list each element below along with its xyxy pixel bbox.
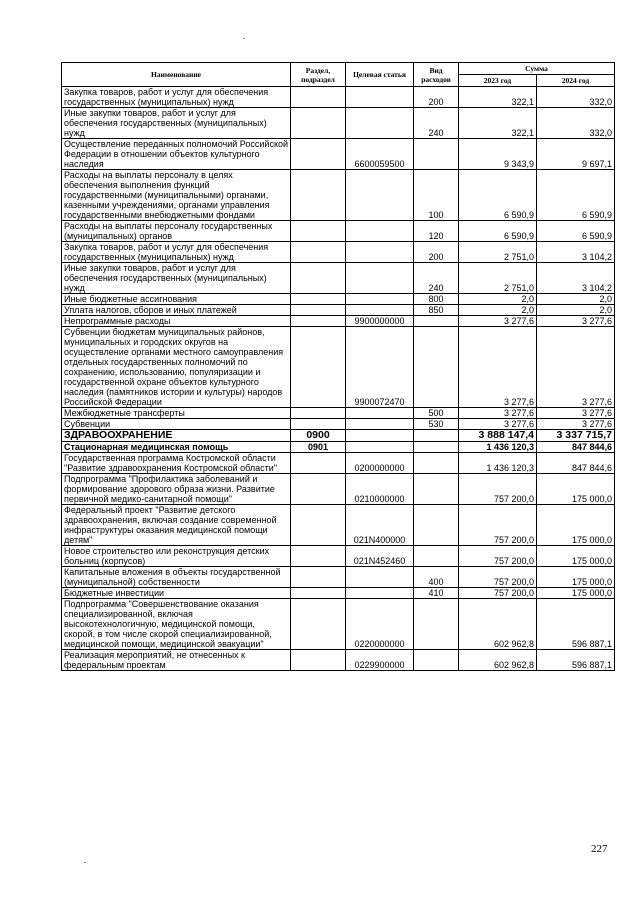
row-article [346, 170, 414, 221]
row-sum-2024: 596 887,1 [537, 650, 615, 671]
row-sum-2024: 596 887,1 [537, 599, 615, 650]
row-name: Субвенции [62, 419, 291, 430]
row-section [291, 419, 346, 430]
row-section: 0900 [291, 430, 346, 442]
table-row [62, 87, 615, 108]
row-sum-2024: 847 844,6 [537, 453, 615, 474]
row-kind [414, 650, 459, 671]
table-row [62, 419, 615, 430]
row-section [291, 305, 346, 316]
row-kind: 410 [414, 588, 459, 599]
row-kind [414, 442, 459, 453]
row-kind [414, 546, 459, 567]
row-kind [414, 316, 459, 327]
row-name: Бюджетные инвестиции [62, 588, 291, 599]
row-section [291, 139, 346, 170]
row-kind: 240 [414, 263, 459, 294]
table-row [62, 305, 615, 316]
row-name: Субвенции бюджетам муниципальных районов, муниципальных и городских округов на осуществление органами местного самоуправления отдельных государственных полномочий по сохранению, использованию, популяризации и государственной охране объектов культурного наследия (памятников истории и культуры) народов Российской Федерации [62, 327, 291, 408]
row-sum-2024: 3 104,2 [537, 242, 615, 263]
row-sum-2023: 1 436 120,3 [459, 442, 537, 453]
row-sum-2023: 322,1 [459, 87, 537, 108]
row-kind: 400 [414, 567, 459, 588]
row-sum-2023: 2 751,0 [459, 263, 537, 294]
row-section [291, 221, 346, 242]
row-sum-2024: 332,0 [537, 87, 615, 108]
row-article [346, 419, 414, 430]
row-sum-2023: 2 751,0 [459, 242, 537, 263]
row-sum-2023: 2,0 [459, 305, 537, 316]
row-sum-2023: 757 200,0 [459, 546, 537, 567]
table-row [62, 650, 615, 671]
row-sum-2024: 3 277,6 [537, 408, 615, 419]
header-name: Наименование [62, 63, 291, 87]
row-kind [414, 430, 459, 442]
row-name: Федеральный проект "Развитие детского здравоохранения, включая создание современной инфраструктуры оказания медицинской помощи детям" [62, 505, 291, 546]
row-kind: 850 [414, 305, 459, 316]
row-article: 9900072470 [346, 327, 414, 408]
row-article [346, 242, 414, 263]
table-row [62, 263, 615, 294]
row-kind [414, 474, 459, 505]
row-sum-2023: 3 277,6 [459, 408, 537, 419]
row-kind: 800 [414, 294, 459, 305]
row-kind [414, 327, 459, 408]
row-section [291, 170, 346, 221]
row-kind: 200 [414, 242, 459, 263]
header-section: Раздел, подраздел [291, 63, 346, 87]
row-sum-2024: 175 000,0 [537, 505, 615, 546]
table-row [62, 567, 615, 588]
row-sum-2023: 757 200,0 [459, 474, 537, 505]
row-sum-2023: 9 343,9 [459, 139, 537, 170]
row-article: 021N400000 [346, 505, 414, 546]
table-row [62, 408, 615, 419]
table-row [62, 474, 615, 505]
row-sum-2023: 602 962,8 [459, 650, 537, 671]
scan-speck [84, 862, 86, 863]
table-row [62, 170, 615, 221]
row-name: Расходы на выплаты персоналу в целях обеспечения выполнения функций государственными (муниципальными) органами, казенными учреждениями, органами управления государственными внебюджетными фондами [62, 170, 291, 221]
row-name: Расходы на выплаты персоналу государственных (муниципальных) органов [62, 221, 291, 242]
row-article [346, 567, 414, 588]
table-row [62, 221, 615, 242]
row-kind [414, 453, 459, 474]
scan-speck [243, 38, 245, 39]
row-article [346, 408, 414, 419]
row-section [291, 546, 346, 567]
table-row [62, 453, 615, 474]
row-section [291, 327, 346, 408]
row-name: Иные бюджетные ассигнования [62, 294, 291, 305]
row-section [291, 242, 346, 263]
row-article [346, 221, 414, 242]
row-kind [414, 505, 459, 546]
row-article [346, 263, 414, 294]
row-sum-2024: 175 000,0 [537, 588, 615, 599]
row-section [291, 505, 346, 546]
row-sum-2023: 322,1 [459, 108, 537, 139]
row-sum-2023: 3 277,6 [459, 419, 537, 430]
row-sum-2023: 2,0 [459, 294, 537, 305]
row-sum-2024: 3 277,6 [537, 419, 615, 430]
row-sum-2024: 3 104,2 [537, 263, 615, 294]
row-section [291, 453, 346, 474]
row-sum-2024: 3 337 715,7 [537, 430, 615, 442]
row-sum-2024: 175 000,0 [537, 546, 615, 567]
row-article [346, 430, 414, 442]
header-year-2024: 2024 год [537, 75, 615, 87]
table-row [62, 442, 615, 453]
table-row [62, 505, 615, 546]
row-kind: 100 [414, 170, 459, 221]
row-article [346, 87, 414, 108]
row-sum-2024: 847 844,6 [537, 442, 615, 453]
row-article: 0200000000 [346, 453, 414, 474]
table-row [62, 108, 615, 139]
row-name: Государственная программа Костромской области "Развитие здравоохранения Костромской области" [62, 453, 291, 474]
row-article [346, 294, 414, 305]
table-row [62, 242, 615, 263]
row-article: 9900000000 [346, 316, 414, 327]
row-article [346, 305, 414, 316]
row-sum-2024: 175 000,0 [537, 567, 615, 588]
row-name: Новое строительство или реконструкция детских больниц (корпусов) [62, 546, 291, 567]
row-article: 6600059500 [346, 139, 414, 170]
row-name: Непрограммные расходы [62, 316, 291, 327]
budget-table [61, 62, 615, 671]
row-sum-2023: 757 200,0 [459, 588, 537, 599]
row-article: 021N452460 [346, 546, 414, 567]
header-article: Целевая статья [346, 63, 414, 87]
header-year-2023: 2023 год [459, 75, 537, 87]
row-name: Иные закупки товаров, работ и услуг для обеспечения государственных (муниципальных) нужд [62, 263, 291, 294]
row-kind: 120 [414, 221, 459, 242]
table-row [62, 294, 615, 305]
row-sum-2023: 6 590,9 [459, 170, 537, 221]
row-section [291, 87, 346, 108]
row-section [291, 474, 346, 505]
row-article [346, 108, 414, 139]
page-number: 227 [591, 843, 608, 855]
row-name: Закупка товаров, работ и услуг для обеспечения государственных (муниципальных) нужд [62, 87, 291, 108]
row-sum-2023: 3 277,6 [459, 316, 537, 327]
row-sum-2023: 757 200,0 [459, 567, 537, 588]
header-sum: Сумма [459, 63, 615, 75]
row-name: ЗДРАВООХРАНЕНИЕ [62, 430, 291, 442]
table-row [62, 327, 615, 408]
row-name: Иные закупки товаров, работ и услуг для обеспечения государственных (муниципальных) нужд [62, 108, 291, 139]
row-section [291, 316, 346, 327]
table-row [62, 139, 615, 170]
table-row [62, 430, 615, 442]
row-article [346, 442, 414, 453]
table-body [62, 87, 615, 671]
row-sum-2024: 9 697,1 [537, 139, 615, 170]
table-row [62, 588, 615, 599]
row-name: Подпрограмма "Профилактика заболеваний и формирование здорового образа жизни. Развитие первичной медико-санитарной помощи" [62, 474, 291, 505]
row-article: 0229900000 [346, 650, 414, 671]
row-section [291, 108, 346, 139]
row-kind: 200 [414, 87, 459, 108]
row-sum-2023: 602 962,8 [459, 599, 537, 650]
row-kind [414, 599, 459, 650]
row-sum-2023: 3 277,6 [459, 327, 537, 408]
row-sum-2024: 3 277,6 [537, 327, 615, 408]
row-section [291, 294, 346, 305]
row-name: Стационарная медицинская помощь [62, 442, 291, 453]
row-article [346, 588, 414, 599]
header-kind: Вид расходов [414, 63, 459, 87]
row-name: Капитальные вложения в объекты государственной (муниципальной) собственности [62, 567, 291, 588]
table-row [62, 546, 615, 567]
row-kind [414, 139, 459, 170]
row-section [291, 588, 346, 599]
row-article: 0220000000 [346, 599, 414, 650]
row-sum-2023: 6 590,9 [459, 221, 537, 242]
row-sum-2024: 2,0 [537, 294, 615, 305]
row-article: 0210000000 [346, 474, 414, 505]
row-kind: 240 [414, 108, 459, 139]
row-section [291, 567, 346, 588]
row-name: Закупка товаров, работ и услуг для обеспечения государственных (муниципальных) нужд [62, 242, 291, 263]
row-sum-2024: 6 590,9 [537, 170, 615, 221]
row-kind: 530 [414, 419, 459, 430]
row-kind: 500 [414, 408, 459, 419]
row-sum-2024: 175 000,0 [537, 474, 615, 505]
row-sum-2023: 757 200,0 [459, 505, 537, 546]
row-name: Реализация мероприятий, не отнесенных к федеральным проектам [62, 650, 291, 671]
table-row [62, 316, 615, 327]
row-sum-2024: 2,0 [537, 305, 615, 316]
row-sum-2024: 6 590,9 [537, 221, 615, 242]
row-section [291, 263, 346, 294]
row-sum-2023: 3 888 147,4 [459, 430, 537, 442]
row-sum-2024: 332,0 [537, 108, 615, 139]
row-section [291, 599, 346, 650]
row-section [291, 650, 346, 671]
row-section: 0901 [291, 442, 346, 453]
table-row [62, 599, 615, 650]
row-sum-2024: 3 277,6 [537, 316, 615, 327]
row-section [291, 408, 346, 419]
row-name: Подпрограмма "Совершенствование оказания специализированной, включая высокотехнологичную, медицинской помощи, скорой, в том числе скорой специализированной, медицинской помощи, медицинской эвакуации" [62, 599, 291, 650]
row-name: Межбюджетные трансферты [62, 408, 291, 419]
row-sum-2023: 1 436 120,3 [459, 453, 537, 474]
row-name: Уплата налогов, сборов и иных платежей [62, 305, 291, 316]
row-name: Осуществление переданных полномочий Российской Федерации в отношении объектов культурного наследия [62, 139, 291, 170]
